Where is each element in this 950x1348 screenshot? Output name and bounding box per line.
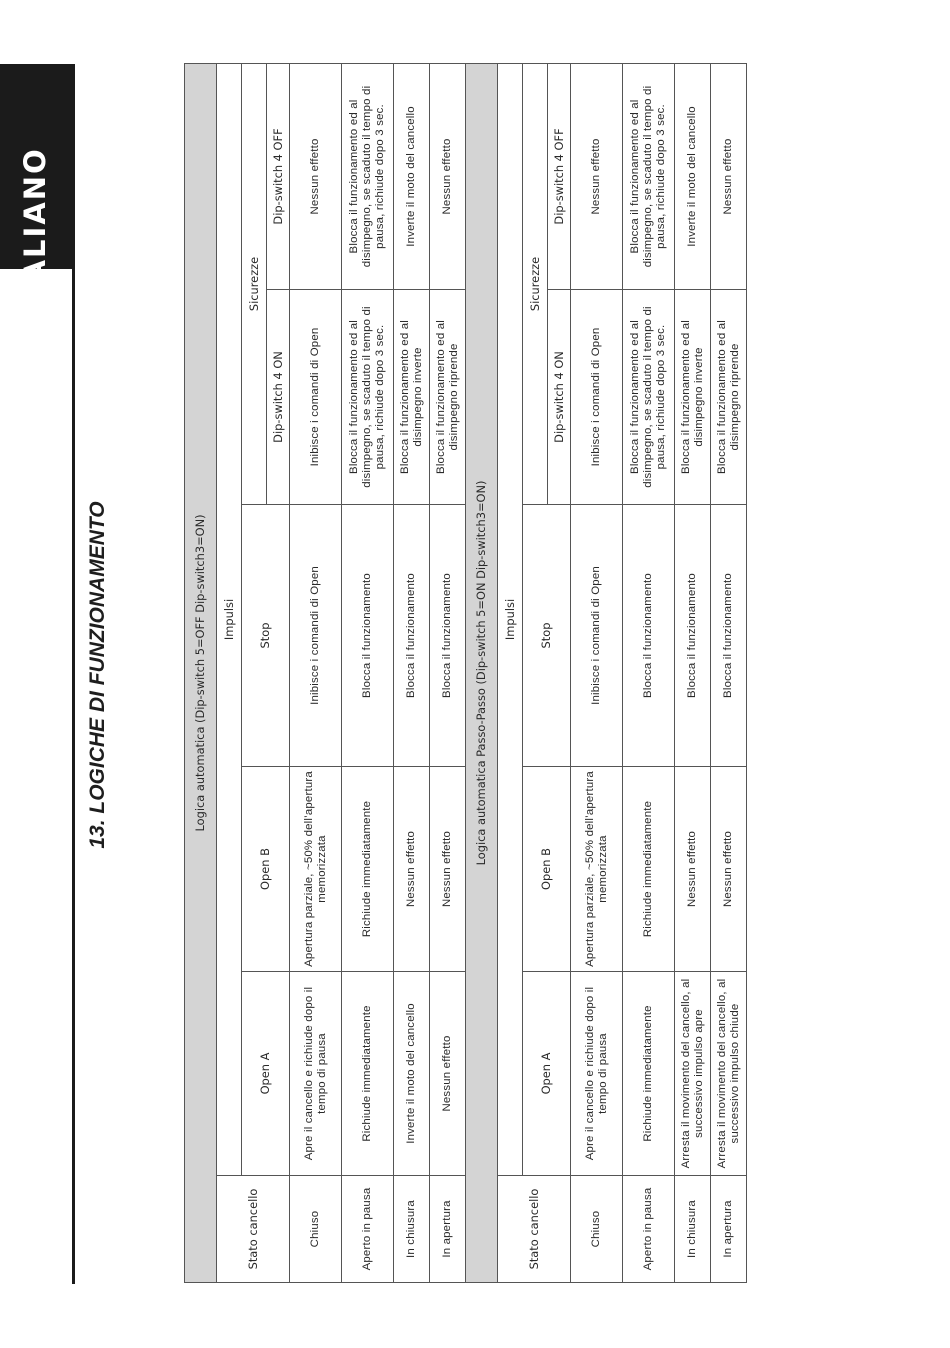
header-impulsi: Impulsi bbox=[498, 63, 523, 1175]
cell-stop: Blocca il funzionamento bbox=[342, 505, 394, 767]
cell-open-b: Richiude immediatamente bbox=[623, 767, 675, 972]
cell-dip-switch-4-off: Inverte il moto del cancello bbox=[675, 63, 711, 289]
header-dip-switch-4-off: Dip-switch 4 OFF bbox=[267, 63, 290, 289]
row-in-apertura bbox=[430, 63, 466, 1282]
logic-table bbox=[184, 63, 747, 1283]
rotated-content bbox=[184, 64, 741, 1283]
header-stop: Stop bbox=[523, 505, 571, 767]
table-title: Logica automatica Passo-Passo (Dip-switch 5=ON Dip-switch3=ON) bbox=[466, 63, 498, 1282]
cell-stop: Blocca il funzionamento bbox=[675, 505, 711, 767]
header-open-a: Open A bbox=[242, 972, 290, 1176]
cell-state: In apertura bbox=[711, 1176, 747, 1283]
cell-stop: Inibisce i comandi di Open bbox=[571, 505, 623, 767]
header-stop: Stop bbox=[242, 505, 290, 767]
cell-dip-switch-4-on: Inibisce i comandi di Open bbox=[571, 290, 623, 505]
cell-state: In chiusura bbox=[675, 1176, 711, 1283]
row-chiuso bbox=[290, 63, 342, 1282]
cell-open-a: Richiude immediatamente bbox=[623, 972, 675, 1176]
cell-dip-switch-4-on: Blocca il funzionamento ed al disimpegno, se scaduto il tempo di pausa, richiude dopo 3 sec. bbox=[623, 290, 675, 505]
cell-dip-switch-4-off: Nessun effetto bbox=[571, 63, 623, 289]
cell-open-b: Nessun effetto bbox=[430, 767, 466, 972]
cell-open-b: Richiude immediatamente bbox=[342, 767, 394, 972]
table-title-row bbox=[466, 63, 498, 1282]
cell-open-a: Inverte il moto del cancello bbox=[394, 972, 430, 1176]
cell-stop: Blocca il funzionamento bbox=[394, 505, 430, 767]
cell-open-b: Apertura parziale, ~50% dell’apertura memorizzata bbox=[290, 767, 342, 972]
cell-dip-switch-4-on: Blocca il funzionamento ed al disimpegno riprende bbox=[711, 290, 747, 505]
header-sicurezze: Sicurezze bbox=[523, 63, 548, 504]
cell-state: In chiusura bbox=[394, 1176, 430, 1283]
row-aperto-in-pausa bbox=[623, 63, 675, 1282]
cell-dip-switch-4-on: Blocca il funzionamento ed al disimpegno riprende bbox=[430, 290, 466, 505]
cell-dip-switch-4-off: Nessun effetto bbox=[430, 63, 466, 289]
page-margin-rule bbox=[72, 64, 75, 1284]
section-title: 13. LOGICHE DI FUNZIONAMENTO bbox=[86, 501, 109, 849]
cell-open-a: Arresta il movimento del cancello, al successivo impulso apre bbox=[675, 972, 711, 1176]
header-row bbox=[217, 63, 242, 1282]
cell-open-b: Apertura parziale, ~50% dell’apertura memorizzata bbox=[571, 767, 623, 972]
cell-open-b: Nessun effetto bbox=[675, 767, 711, 972]
cell-open-b: Nessun effetto bbox=[394, 767, 430, 972]
cell-dip-switch-4-off: Blocca il funzionamento ed al disimpegno, se scaduto il tempo di pausa, richiude dopo 3 sec. bbox=[342, 63, 394, 289]
cell-state: Chiuso bbox=[571, 1176, 623, 1283]
cell-open-a: Arresta il movimento del cancello, al successivo impulso chiude bbox=[711, 972, 747, 1176]
cell-dip-switch-4-on: Inibisce i comandi di Open bbox=[290, 290, 342, 505]
header-sicurezze: Sicurezze bbox=[242, 63, 267, 504]
header-open-b: Open B bbox=[242, 767, 290, 972]
row-in-apertura bbox=[711, 63, 747, 1282]
row-in-chiusura bbox=[675, 63, 711, 1282]
cell-open-a: Richiude immediatamente bbox=[342, 972, 394, 1176]
cell-state: Chiuso bbox=[290, 1176, 342, 1283]
cell-open-a: Nessun effetto bbox=[430, 972, 466, 1176]
table-title: Logica automatica (Dip-switch 5=OFF Dip-switch3=ON) bbox=[185, 63, 217, 1282]
logic-tables-frame bbox=[184, 64, 741, 1283]
cell-state: Aperto in pausa bbox=[342, 1176, 394, 1283]
cell-state: Aperto in pausa bbox=[623, 1176, 675, 1283]
header-stato-cancello: Stato cancello bbox=[217, 1176, 290, 1283]
cell-stop: Blocca il funzionamento bbox=[623, 505, 675, 767]
row-chiuso bbox=[571, 63, 623, 1282]
header-row bbox=[523, 63, 548, 1282]
cell-dip-switch-4-on: Blocca il funzionamento ed al disimpegno inverte bbox=[394, 290, 430, 505]
cell-dip-switch-4-off: Inverte il moto del cancello bbox=[394, 63, 430, 289]
cell-dip-switch-4-off: Blocca il funzionamento ed al disimpegno, se scaduto il tempo di pausa, richiude dopo 3 sec. bbox=[623, 63, 675, 289]
logic-table-body bbox=[185, 63, 747, 1282]
cell-open-a: Apre il cancello e richiude dopo il tempo di pausa bbox=[290, 972, 342, 1176]
cell-dip-switch-4-off: Nessun effetto bbox=[290, 63, 342, 289]
language-label: ITALIANO bbox=[18, 147, 52, 315]
table-title-row bbox=[185, 63, 217, 1282]
cell-stop: Blocca il funzionamento bbox=[711, 505, 747, 767]
cell-stop: Blocca il funzionamento bbox=[430, 505, 466, 767]
header-stato-cancello: Stato cancello bbox=[498, 1176, 571, 1283]
language-tab bbox=[0, 64, 72, 315]
header-open-a: Open A bbox=[523, 972, 571, 1176]
cell-stop: Inibisce i comandi di Open bbox=[290, 505, 342, 767]
cell-open-b: Nessun effetto bbox=[711, 767, 747, 972]
cell-dip-switch-4-on: Blocca il funzionamento ed al disimpegno inverte bbox=[675, 290, 711, 505]
header-dip-switch-4-on: Dip-switch 4 ON bbox=[267, 290, 290, 505]
header-dip-switch-4-off: Dip-switch 4 OFF bbox=[548, 63, 571, 289]
header-dip-switch-4-on: Dip-switch 4 ON bbox=[548, 290, 571, 505]
cell-dip-switch-4-on: Blocca il funzionamento ed al disimpegno, se scaduto il tempo di pausa, richiude dopo 3 sec. bbox=[342, 290, 394, 505]
cell-state: In apertura bbox=[430, 1176, 466, 1283]
cell-dip-switch-4-off: Nessun effetto bbox=[711, 63, 747, 289]
header-row bbox=[242, 63, 267, 1282]
row-aperto-in-pausa bbox=[342, 63, 394, 1282]
header-impulsi: Impulsi bbox=[217, 63, 242, 1175]
cell-open-a: Apre il cancello e richiude dopo il tempo di pausa bbox=[571, 972, 623, 1176]
header-row bbox=[498, 63, 523, 1282]
row-in-chiusura bbox=[394, 63, 430, 1282]
header-open-b: Open B bbox=[523, 767, 571, 972]
